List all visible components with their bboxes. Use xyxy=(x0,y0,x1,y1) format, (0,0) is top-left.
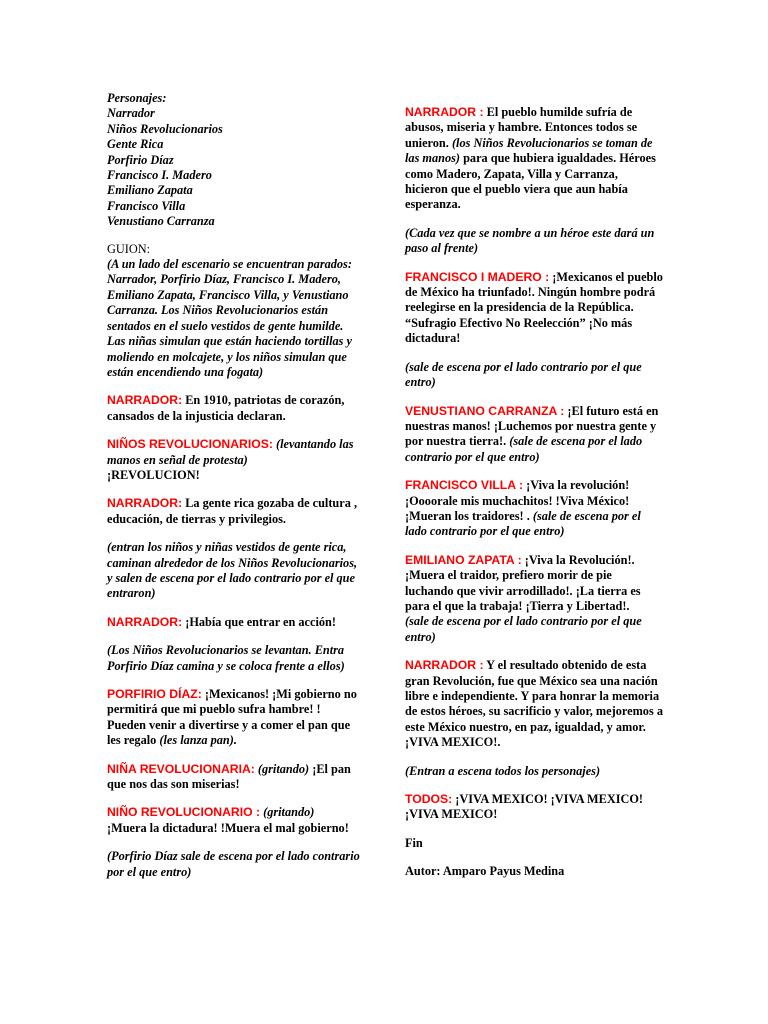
dialogue-narrador-3 xyxy=(107,615,362,630)
dialogue-text: Y el resultado obtenido de esta gran Revolución, fue que México sea una nación libre e independiente. Y para honrar la memoria de estos héroes, su sacrificio y valor, mejoremos a este México nuestro, en paz, igualdad, y amor. ¡VIVA MEXICO!. xyxy=(405,658,663,750)
dialogue-narrador-4 xyxy=(405,105,663,213)
dialogue-text: ¡El futuro está en nuestras manos! ¡Luchemos por nuestra gente y por nuestra tierra!. xyxy=(405,403,659,449)
dialogue-text: ¡VIVA MEXICO! ¡VIVA MEXICO! ¡VIVA MEXICO! xyxy=(405,792,644,822)
speaker-label: NARRADOR : xyxy=(405,658,484,673)
character-item: Porfirio Díaz xyxy=(107,152,174,167)
dialogue-ninos xyxy=(107,437,362,483)
dialogue-narrador-2 xyxy=(107,496,362,527)
dialogue-text: ¡Mexicanos! ¡Mi gobierno no permitirá que mi pueblo sufra hambre! ! Pueden venir a divertirse y a comer el pan que les regalo xyxy=(107,687,357,748)
dialogue-nina xyxy=(107,762,362,793)
character-list xyxy=(107,91,362,230)
dialogue-text: En 1910, patriotas de corazón, cansados de la injusticia declaran. xyxy=(107,393,345,423)
stage-direction: (los Niños Revolucionarios se toman de las manos) xyxy=(405,135,653,166)
dialogue-zapata xyxy=(405,553,663,645)
speaker-label: PORFIRIO DÍAZ: xyxy=(107,687,202,701)
character-item: Francisco I. Madero xyxy=(107,168,212,183)
stage-direction: (les lanza pan). xyxy=(159,733,237,748)
stage-direction: (sale de escena por el lado contrario por el que entro) xyxy=(405,359,642,390)
stage-direction: (entran los niños y niñas vestidos de gente rica, caminan alrededor de los Niños Revolucionarios, y salen de escena por el lado contrario por el que entraron) xyxy=(107,540,358,601)
dialogue-carranza xyxy=(405,404,663,466)
fin-label: Fin xyxy=(405,835,423,850)
dialogue-madero xyxy=(405,270,663,347)
stage-direction: (Entran a escena todos los personajes) xyxy=(405,763,601,778)
stage-direction: (gritando) xyxy=(260,805,315,820)
character-item: Niños Revolucionarios xyxy=(107,121,223,136)
stage-direction: (Cada vez que se nombre a un héroe este dará un paso al frente) xyxy=(405,225,655,256)
speaker-label: NARRADOR: xyxy=(107,496,183,511)
stage-direction: (levantando las manos en señal de protesta) xyxy=(107,437,354,467)
characters-heading: Personajes: xyxy=(107,91,167,105)
stage-direction: (sale de escena por el lado contrario por el que entro) xyxy=(405,508,641,539)
speaker-label: NIÑOS REVOLUCIONARIOS: xyxy=(107,437,273,452)
character-item: Emiliano Zapata xyxy=(107,183,193,198)
script-intro xyxy=(107,242,362,381)
speaker-label: EMILIANO ZAPATA : xyxy=(405,552,522,567)
stage-direction: (sale de escena por el lado contrario por el que entro) xyxy=(405,434,643,464)
dialogue-text: El pueblo humilde sufría de abusos, miseria y hambre. Entonces todos se unieron. xyxy=(405,105,638,150)
stage-direction: (sale de escena por el lado contrario por el que entro) xyxy=(405,614,642,644)
dialogue-text: ¡Viva la revolución! ¡Oooorale mis muchachitos! !Viva México! ¡Mueran los traidores! . xyxy=(405,478,630,523)
speaker-label: FRANCISCO I MADERO : xyxy=(405,269,550,284)
dialogue-text: ¡El pan que nos das son miserias! xyxy=(107,761,351,792)
script-heading: GUION: xyxy=(107,241,151,256)
character-item: Narrador xyxy=(107,106,155,121)
speaker-label: NIÑO REVOLUCIONARIO : xyxy=(107,805,261,820)
dialogue-text: para que hubiera igualdades. Héroes como Madero, Zapata, Villa y Carranza, hicieron que el pueblo viera que aun había esperanza. xyxy=(405,151,656,212)
dialogue-text: ¡Muera la dictadura! !Muera el mal gobierno! xyxy=(107,820,349,835)
dialogue-villa xyxy=(405,478,663,540)
stage-direction: (A un lado del escenario se encuentran parados: Narrador, Porfirio Díaz, Francisco I. Madero, Emiliano Zapata, Francisco Villa, y Venustiano Carranza. Los Niños Revolucionarios están sentados en el suelo vestidos de gente humilde. Las niñas simulan que están haciendo tortillas y moliendo en molcajete, y los niños simulan que están encendiendo una fogata) xyxy=(107,257,352,379)
speaker-label: FRANCISCO VILLA : xyxy=(405,478,524,493)
character-item: Francisco Villa xyxy=(107,198,186,213)
dialogue-text: La gente rica gozaba de cultura , educación, de tierras y privilegios. xyxy=(107,496,358,526)
speaker-label: TODOS: xyxy=(405,792,453,807)
dialogue-porfirio xyxy=(107,687,362,749)
character-item: Venustiano Carranza xyxy=(107,214,215,229)
speaker-label: VENUSTIANO CARRANZA : xyxy=(405,403,565,418)
dialogue-nino xyxy=(107,805,362,836)
right-column xyxy=(405,105,663,893)
stage-direction: (gritando) xyxy=(254,761,310,776)
character-item: Gente Rica xyxy=(107,137,164,152)
author-line: Autor: Amparo Payus Medina xyxy=(405,864,565,879)
dialogue-narrador-5 xyxy=(405,658,663,750)
left-column xyxy=(107,91,362,893)
speaker-label: NARRADOR: xyxy=(107,393,183,408)
stage-direction: (Porfirio Díaz sale de escena por el lado contrario por el que entro) xyxy=(107,849,360,879)
dialogue-text: ¡Mexicanos el pueblo de México ha triunfado!. Ningún hombre podrá reelegirse en la presidencia de la República. “Sufragio Efectivo No Reelección” ¡No más dictadura! xyxy=(405,269,663,346)
dialogue-text: ¡Viva la Revolución!. ¡Muera el traidor, prefiero morir de pie luchando que vivir arrodillado!. ¡La tierra es para el que la trabaja! ¡Tierra y Libertad!. xyxy=(405,552,641,613)
dialogue-todos xyxy=(405,792,663,823)
speaker-label: NARRADOR: xyxy=(107,614,183,629)
stage-direction: (Los Niños Revolucionarios se levantan. Entra Porfirio Díaz camina y se coloca frente a ellos) xyxy=(107,643,345,673)
dialogue-narrador-1 xyxy=(107,393,362,424)
dialogue-text: ¡REVOLUCION! xyxy=(107,467,200,482)
speaker-label: NARRADOR : xyxy=(405,105,484,119)
speaker-label: NIÑA REVOLUCIONARIA: xyxy=(107,761,255,776)
dialogue-text: ¡Había que entrar en acción! xyxy=(182,614,336,629)
